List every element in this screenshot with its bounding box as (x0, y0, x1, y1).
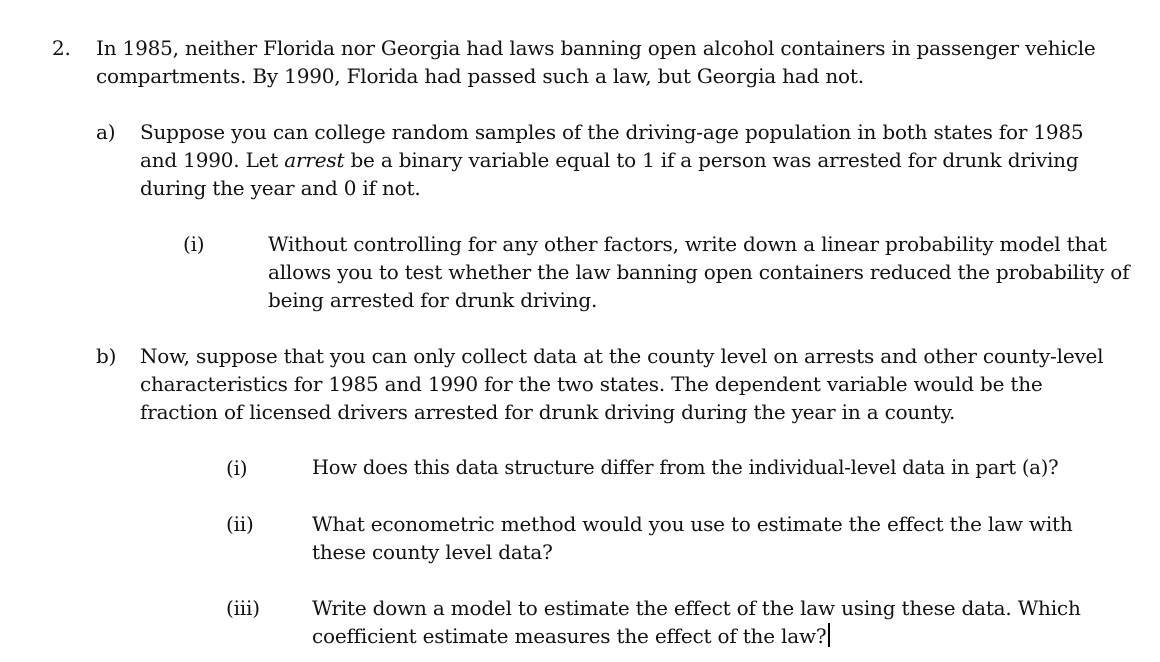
part-b-label: b) (96, 344, 117, 368)
part-b-sub-i-label: (i) (226, 456, 248, 480)
part-b-sub-iii (0, 594, 1160, 652)
part-b-sub-ii (0, 510, 1160, 568)
part-a-sub-i-text: Without controlling for any other factors, write down a linear probability model that allows you to test whether the law banning open containers reduced the probability of being arrested for drunk driving. (268, 232, 1130, 312)
part-b-sub-iii-text: Write down a model to estimate the effect of the law using these data. Which coefficient estimate measures the effect of the law? (312, 596, 1081, 648)
part-b (0, 342, 1160, 428)
part-a-sub-i (0, 230, 1160, 316)
part-a-text-after: be a binary variable equal to 1 if a person was arrested for drunk driving during the year and 0 if not. (140, 148, 1079, 200)
question-2 (0, 34, 1160, 94)
part-b-sub-i (0, 454, 1160, 484)
part-a-label: a) (96, 120, 116, 144)
part-a-text-before: Suppose you can college random samples of the driving-age population in both states for 1985 and 1990. Let (140, 120, 1084, 172)
part-b-sub-ii-label: (ii) (226, 512, 254, 536)
part-b-sub-iii-label: (iii) (226, 596, 260, 620)
part-a (0, 118, 1160, 204)
part-b-text: Now, suppose that you can only collect data at the county level on arrests and other county-level characteristics for 1985 and 1990 for the two states. The dependent variable would be the fraction of licensed drivers arrested for drunk driving during the year in a county. (140, 344, 1104, 424)
part-b-sub-iii-content (312, 594, 1112, 650)
question-text: In 1985, neither Florida nor Georgia had laws banning open alcohol containers in passenger vehicle compartments. By 1990, Florida had passed such a law, but Georgia had not. (96, 36, 1096, 88)
question-number: 2. (52, 36, 71, 60)
part-b-sub-i-text: How does this data structure differ from the individual-level data in part (a)? (312, 456, 1059, 479)
arrest-variable: arrest (284, 148, 345, 172)
part-a-sub-i-label: (i) (183, 232, 205, 256)
part-a-text (140, 118, 1115, 202)
part-b-sub-ii-text: What econometric method would you use to estimate the effect the law with these county level data? (312, 512, 1073, 564)
text-cursor (828, 623, 830, 647)
